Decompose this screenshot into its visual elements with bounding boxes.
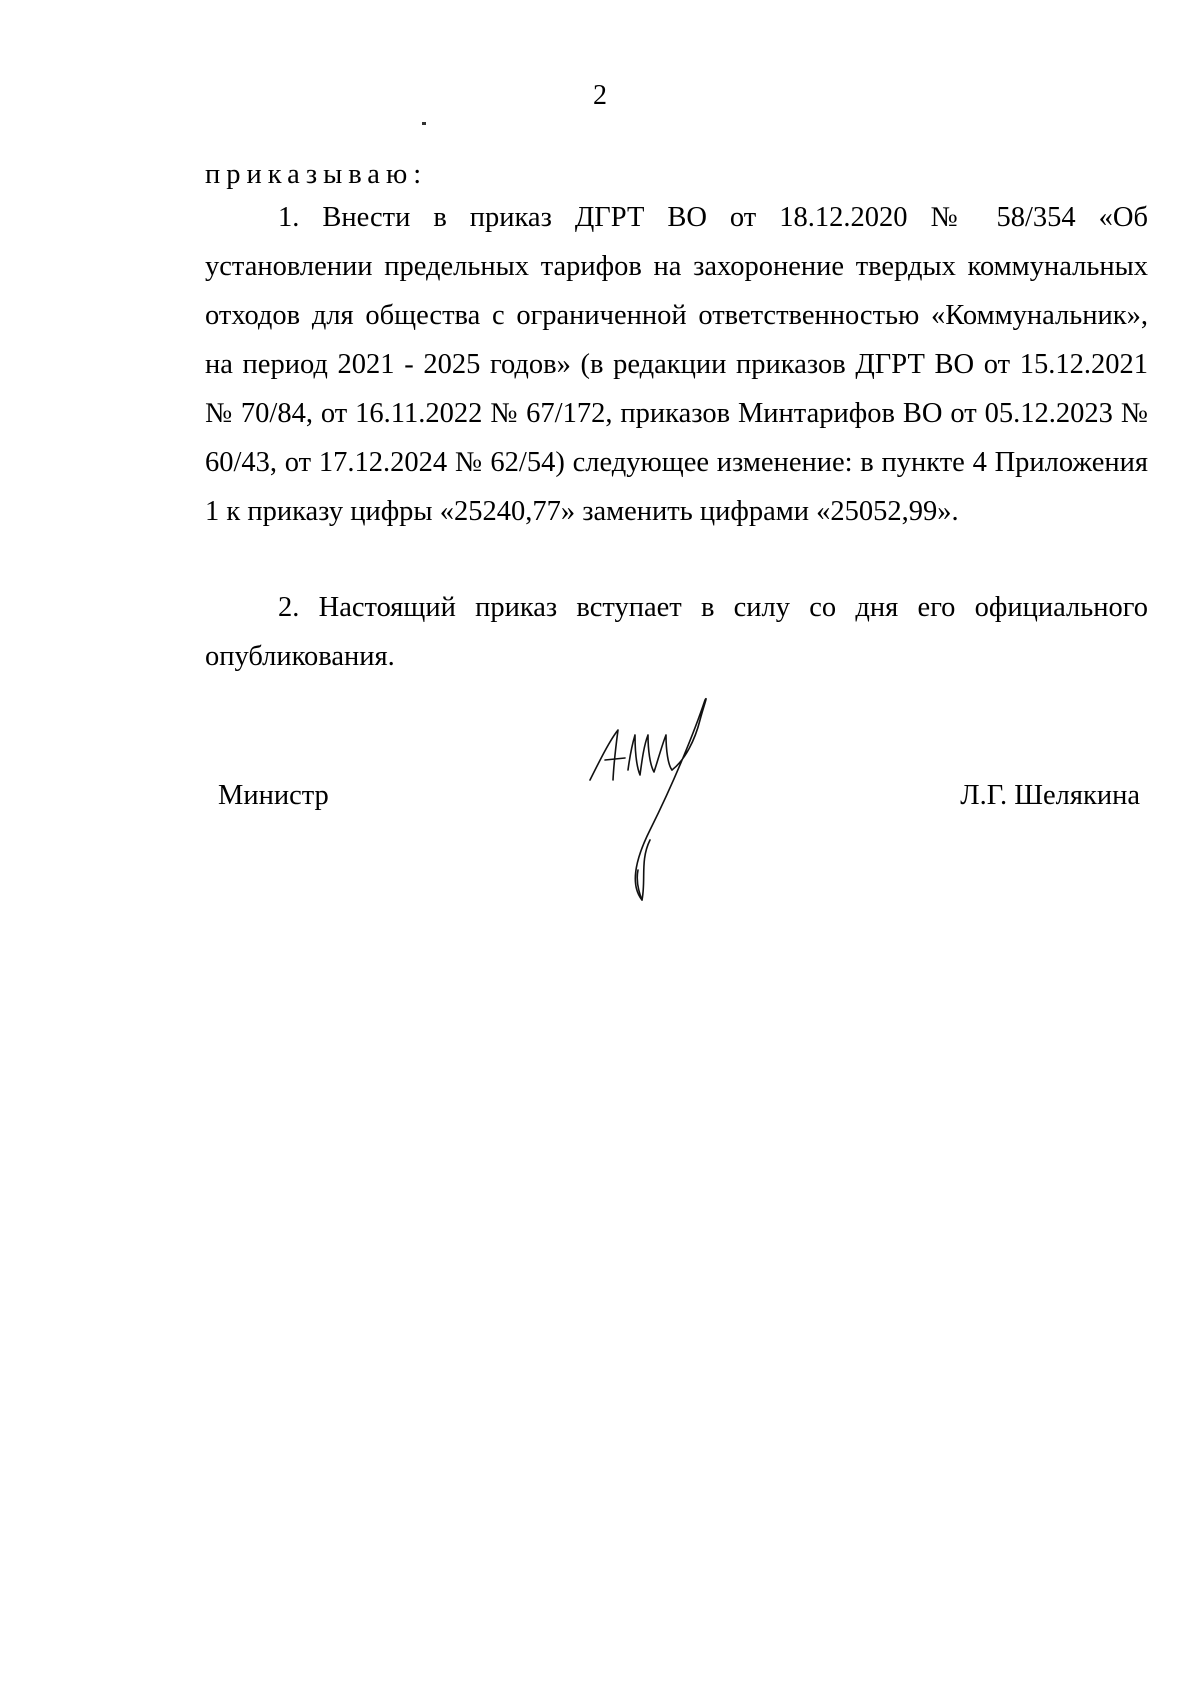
- signer-name: Л.Г. Шелякина: [960, 780, 1140, 811]
- handwritten-signature: [580, 690, 750, 910]
- signer-position: Министр: [218, 780, 329, 811]
- page-number: 2: [593, 80, 607, 111]
- order-word: приказываю:: [205, 159, 428, 190]
- paragraph-1: 1. Внести в приказ ДГРТ ВО от 18.12.2020 № 58/354 «Об установлении предельных тарифов на захоронение твердых коммунальных отходов для общества с ограниченной ответственностью «Коммунальник», на период 2021 - 2025 годов» (в редакции приказов ДГРТ ВО от 15.12.2021 № 70/84, от 16.11.2022 № 67/172, приказов Минтарифов ВО от 05.12.2023 № 60/43, от 17.12.2024 № 62/54) следующее изменение: в пункте 4 Приложения 1 к приказу цифры «25240,77» заменить цифрами «25052,99».: [205, 202, 1148, 527]
- paragraph-2: 2. Настоящий приказ вступает в силу со дня его официального опубликования.: [205, 592, 1148, 672]
- scan-dot: [422, 122, 426, 125]
